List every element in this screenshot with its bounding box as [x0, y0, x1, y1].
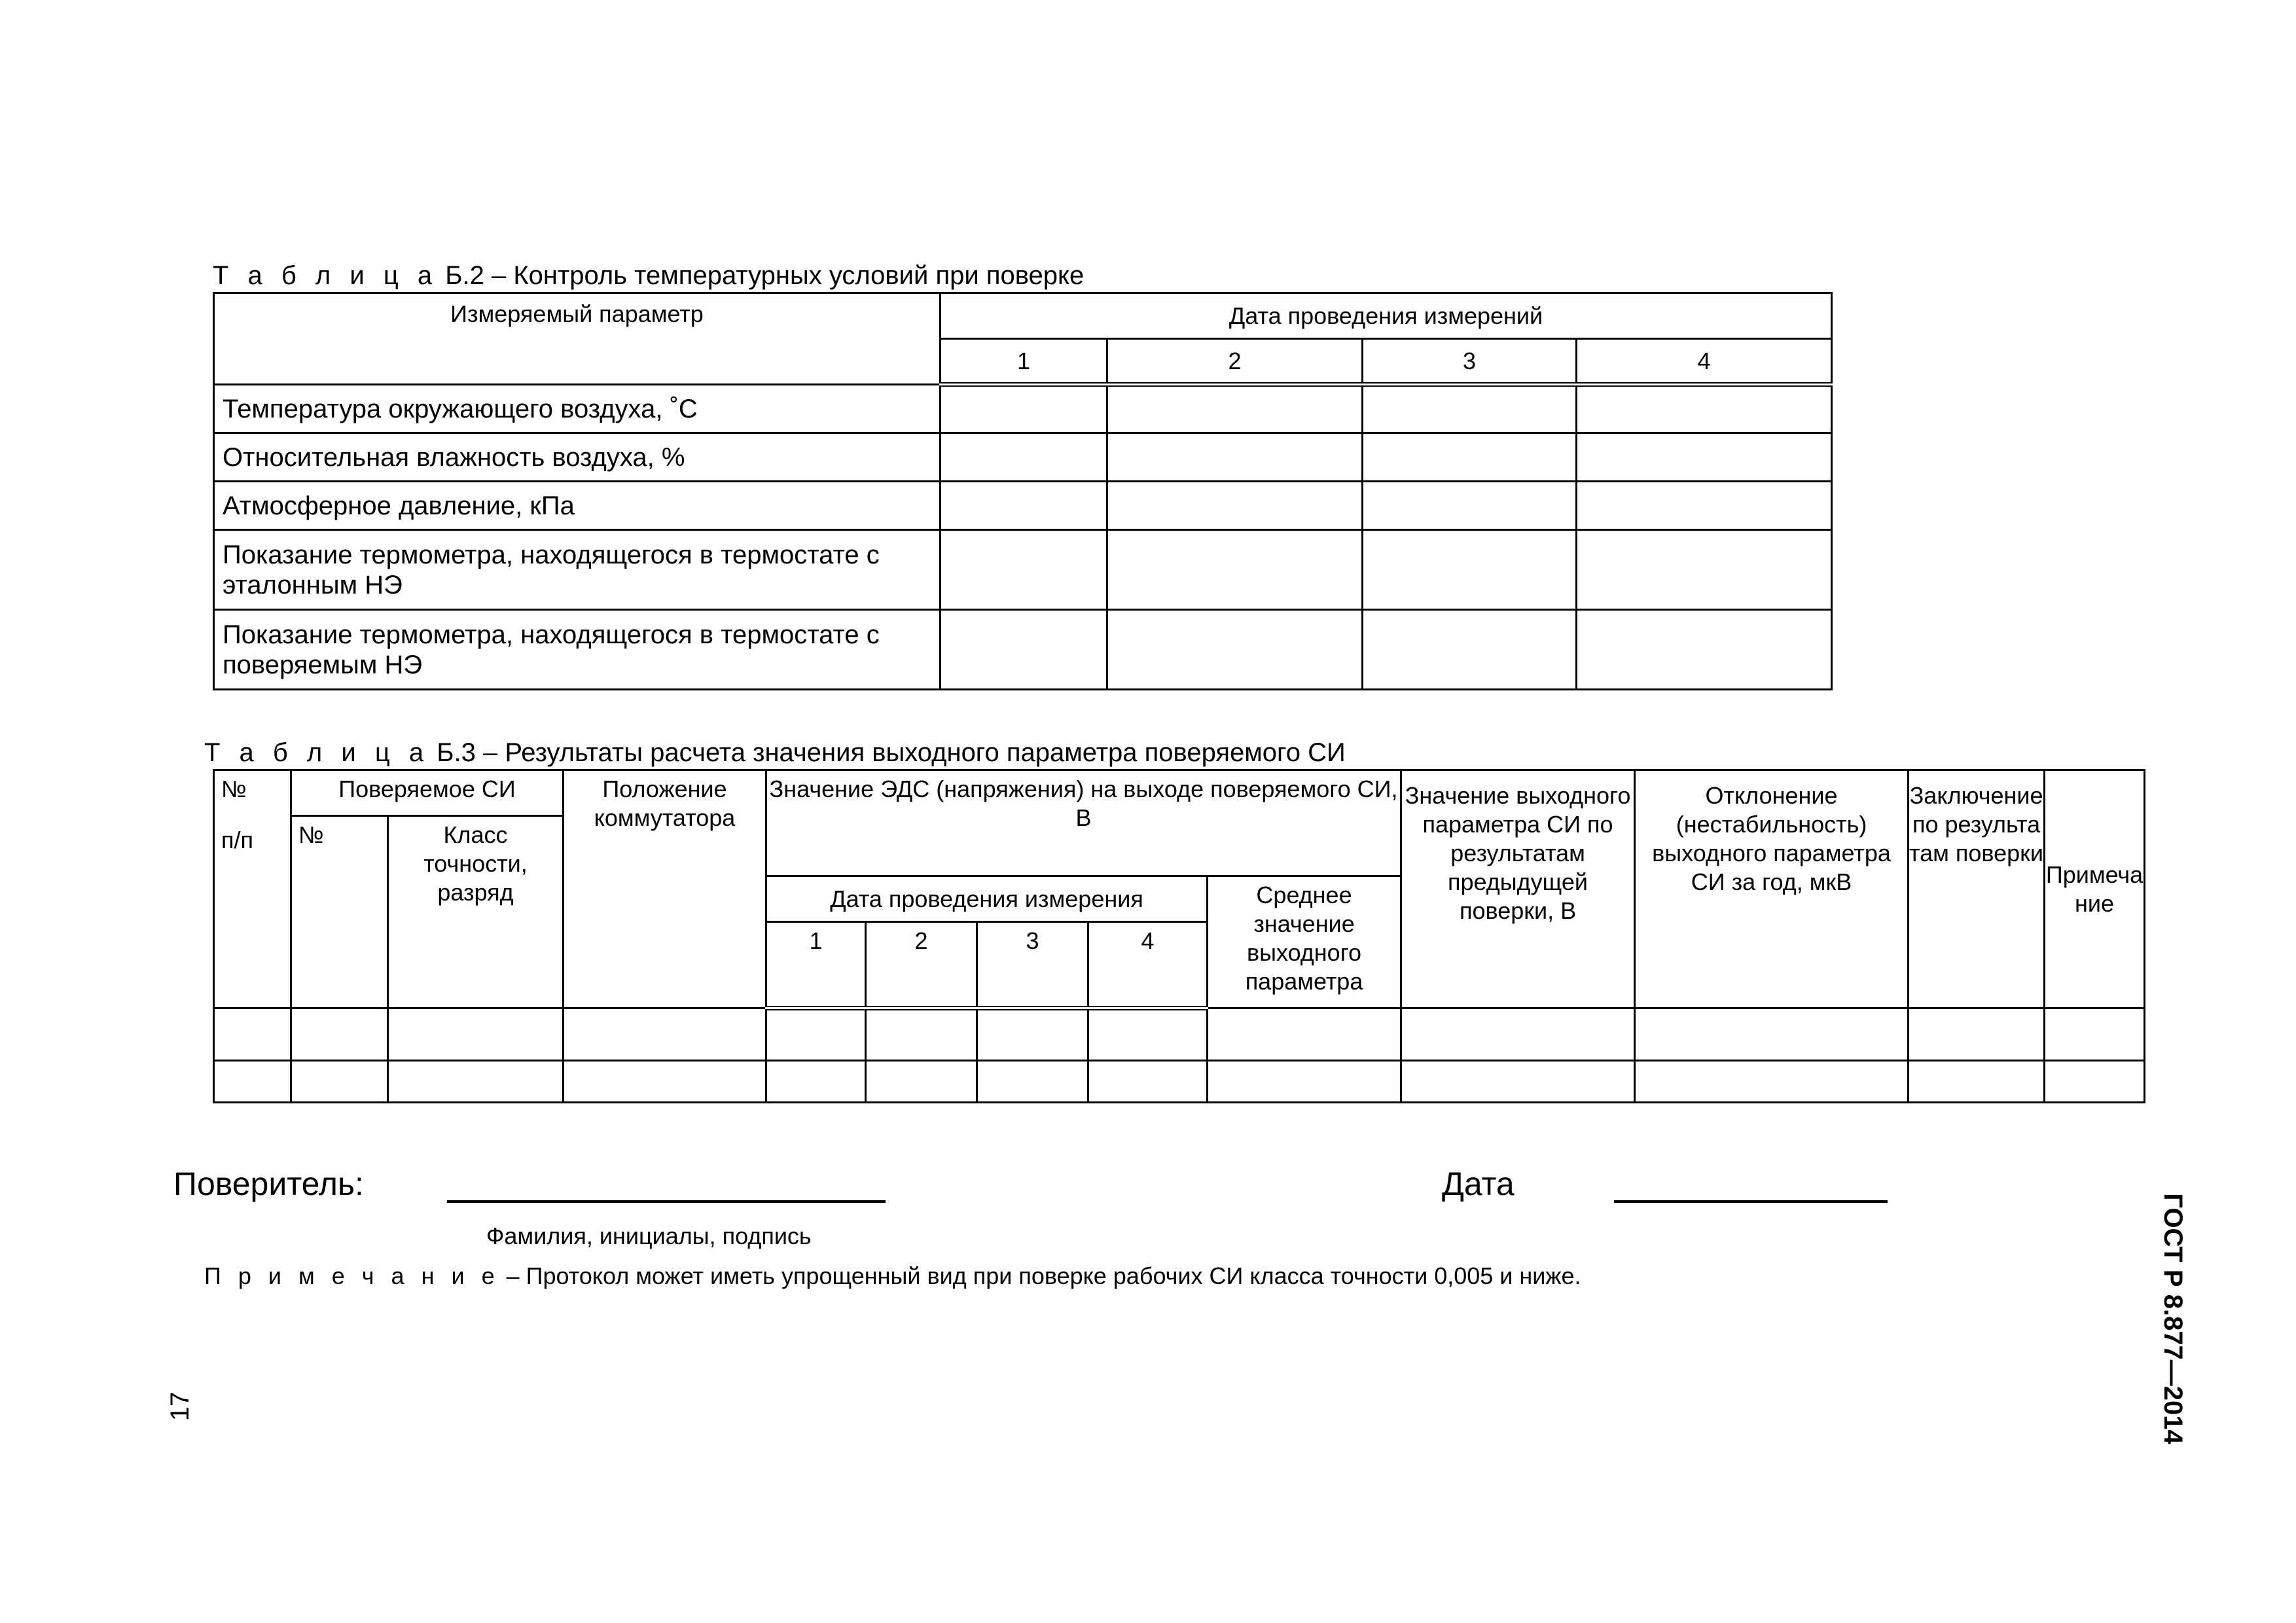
cell — [388, 1008, 564, 1061]
standard-id: ГОСТ Р 8.877—2014 — [2159, 1193, 2187, 1444]
cell — [2045, 1008, 2145, 1061]
table-b3-caption-label: Т а б л и ц а — [204, 738, 430, 767]
cell — [388, 1061, 564, 1103]
col-parameter-header: Измеряемый параметр — [214, 293, 941, 385]
cell — [1577, 433, 1832, 482]
col-note-header: Примечание — [2045, 770, 2145, 1008]
cell — [766, 1008, 866, 1061]
cell — [941, 433, 1107, 482]
cell — [941, 530, 1107, 610]
date-col-4: 4 — [1577, 339, 1832, 385]
measurement-col-4: 4 — [1088, 922, 1208, 1008]
col-conclusion-header: Заключение по результатам поверки — [1909, 770, 2045, 1008]
cell — [1107, 433, 1363, 482]
col-number-bottom: п/п — [221, 827, 253, 853]
note — [204, 1261, 1581, 1291]
row-air-temperature: Температура окружающего воздуха, ˚С — [214, 385, 941, 433]
col-measurement-date-header: Дата проведения измерения — [766, 876, 1208, 922]
measurement-col-1: 1 — [766, 922, 866, 1008]
col-accuracy-class-header: Класс точности, разряд — [388, 816, 564, 1008]
cell — [977, 1061, 1088, 1103]
table-b2-caption-label: Т а б л и ц а — [213, 261, 439, 290]
col-verified-si-header: Поверяемое СИ — [291, 770, 564, 816]
cell — [1088, 1061, 1208, 1103]
cell — [1107, 385, 1363, 433]
cell — [1208, 1008, 1401, 1061]
cell — [1577, 610, 1832, 690]
col-switch-position-header: Положение коммутатора — [564, 770, 766, 1008]
note-label: П р и м е ч а н и е — [204, 1262, 500, 1289]
col-previous-value-header: Значение выходного параметра СИ по результатам предыдущей поверки, В — [1401, 770, 1635, 1008]
cell — [1635, 1008, 1909, 1061]
col-deviation-header: Отклонение (нестабильность) выходного параметра СИ за год, мкВ — [1635, 770, 1909, 1008]
cell — [1909, 1008, 2045, 1061]
cell — [1363, 433, 1577, 482]
cell — [1088, 1008, 1208, 1061]
cell — [1107, 530, 1363, 610]
cell — [1577, 385, 1832, 433]
row-verified-thermometer: Показание термометра, находящегося в термостате с поверяемым НЭ — [214, 610, 941, 690]
cell — [866, 1061, 977, 1103]
cell — [1363, 482, 1577, 530]
verifier-label: Поверитель: — [173, 1166, 364, 1202]
cell — [866, 1008, 977, 1061]
cell — [291, 1008, 388, 1061]
table-b2-caption-text: Б.2 – Контроль температурных условий при поверке — [445, 261, 1085, 290]
date-col-3: 3 — [1363, 339, 1577, 385]
cell — [291, 1061, 388, 1103]
row-reference-thermometer: Показание термометра, находящегося в термостате с эталонным НЭ — [214, 530, 941, 610]
cell — [941, 385, 1107, 433]
note-text: – Протокол может иметь упрощенный вид при поверке рабочих СИ класса точности 0,005 и ниже. — [499, 1262, 1581, 1289]
col-emf-value-header: Значение ЭДС (напряжения) на выходе поверяемого СИ, В — [766, 770, 1401, 876]
cell — [1577, 482, 1832, 530]
cell — [941, 610, 1107, 690]
row-pressure: Атмосферное давление, кПа — [214, 482, 941, 530]
cell — [1107, 610, 1363, 690]
col-number-header — [214, 770, 291, 1008]
col-date-header: Дата проведения измерений — [941, 293, 1832, 339]
row-humidity: Относительная влажность воздуха, % — [214, 433, 941, 482]
cell — [1635, 1061, 1909, 1103]
cell — [1577, 530, 1832, 610]
cell — [2045, 1061, 2145, 1103]
page-number: 17 — [166, 1391, 194, 1421]
cell — [1208, 1061, 1401, 1103]
date-line — [1614, 1200, 1888, 1203]
col-number-top: № — [221, 776, 247, 802]
table-b2 — [213, 292, 1833, 690]
verifier-hint: Фамилия, инициалы, подпись — [486, 1222, 812, 1249]
measurement-col-2: 2 — [866, 922, 977, 1008]
cell — [1401, 1008, 1635, 1061]
col-mean-value-header: Среднее значение выходного параметра — [1208, 876, 1401, 1008]
cell — [214, 1008, 291, 1061]
cell — [1107, 482, 1363, 530]
col-si-number-header: № — [291, 816, 388, 1008]
date-col-2: 2 — [1107, 339, 1363, 385]
table-b3-caption — [204, 738, 1346, 768]
cell — [1363, 385, 1577, 433]
cell — [564, 1008, 766, 1061]
date-col-1: 1 — [941, 339, 1107, 385]
cell — [977, 1008, 1088, 1061]
cell — [1909, 1061, 2045, 1103]
cell — [1363, 530, 1577, 610]
measurement-col-3: 3 — [977, 922, 1088, 1008]
table-b2-caption — [213, 260, 1084, 291]
cell — [1363, 610, 1577, 690]
date-label: Дата — [1442, 1166, 1515, 1202]
cell — [766, 1061, 866, 1103]
cell — [941, 482, 1107, 530]
table-b3-caption-text: Б.3 – Результаты расчета значения выходного параметра поверяемого СИ — [437, 738, 1346, 767]
table-b3 — [213, 769, 2145, 1103]
verifier-signature-line — [447, 1200, 886, 1203]
cell — [564, 1061, 766, 1103]
cell — [1401, 1061, 1635, 1103]
cell — [214, 1061, 291, 1103]
